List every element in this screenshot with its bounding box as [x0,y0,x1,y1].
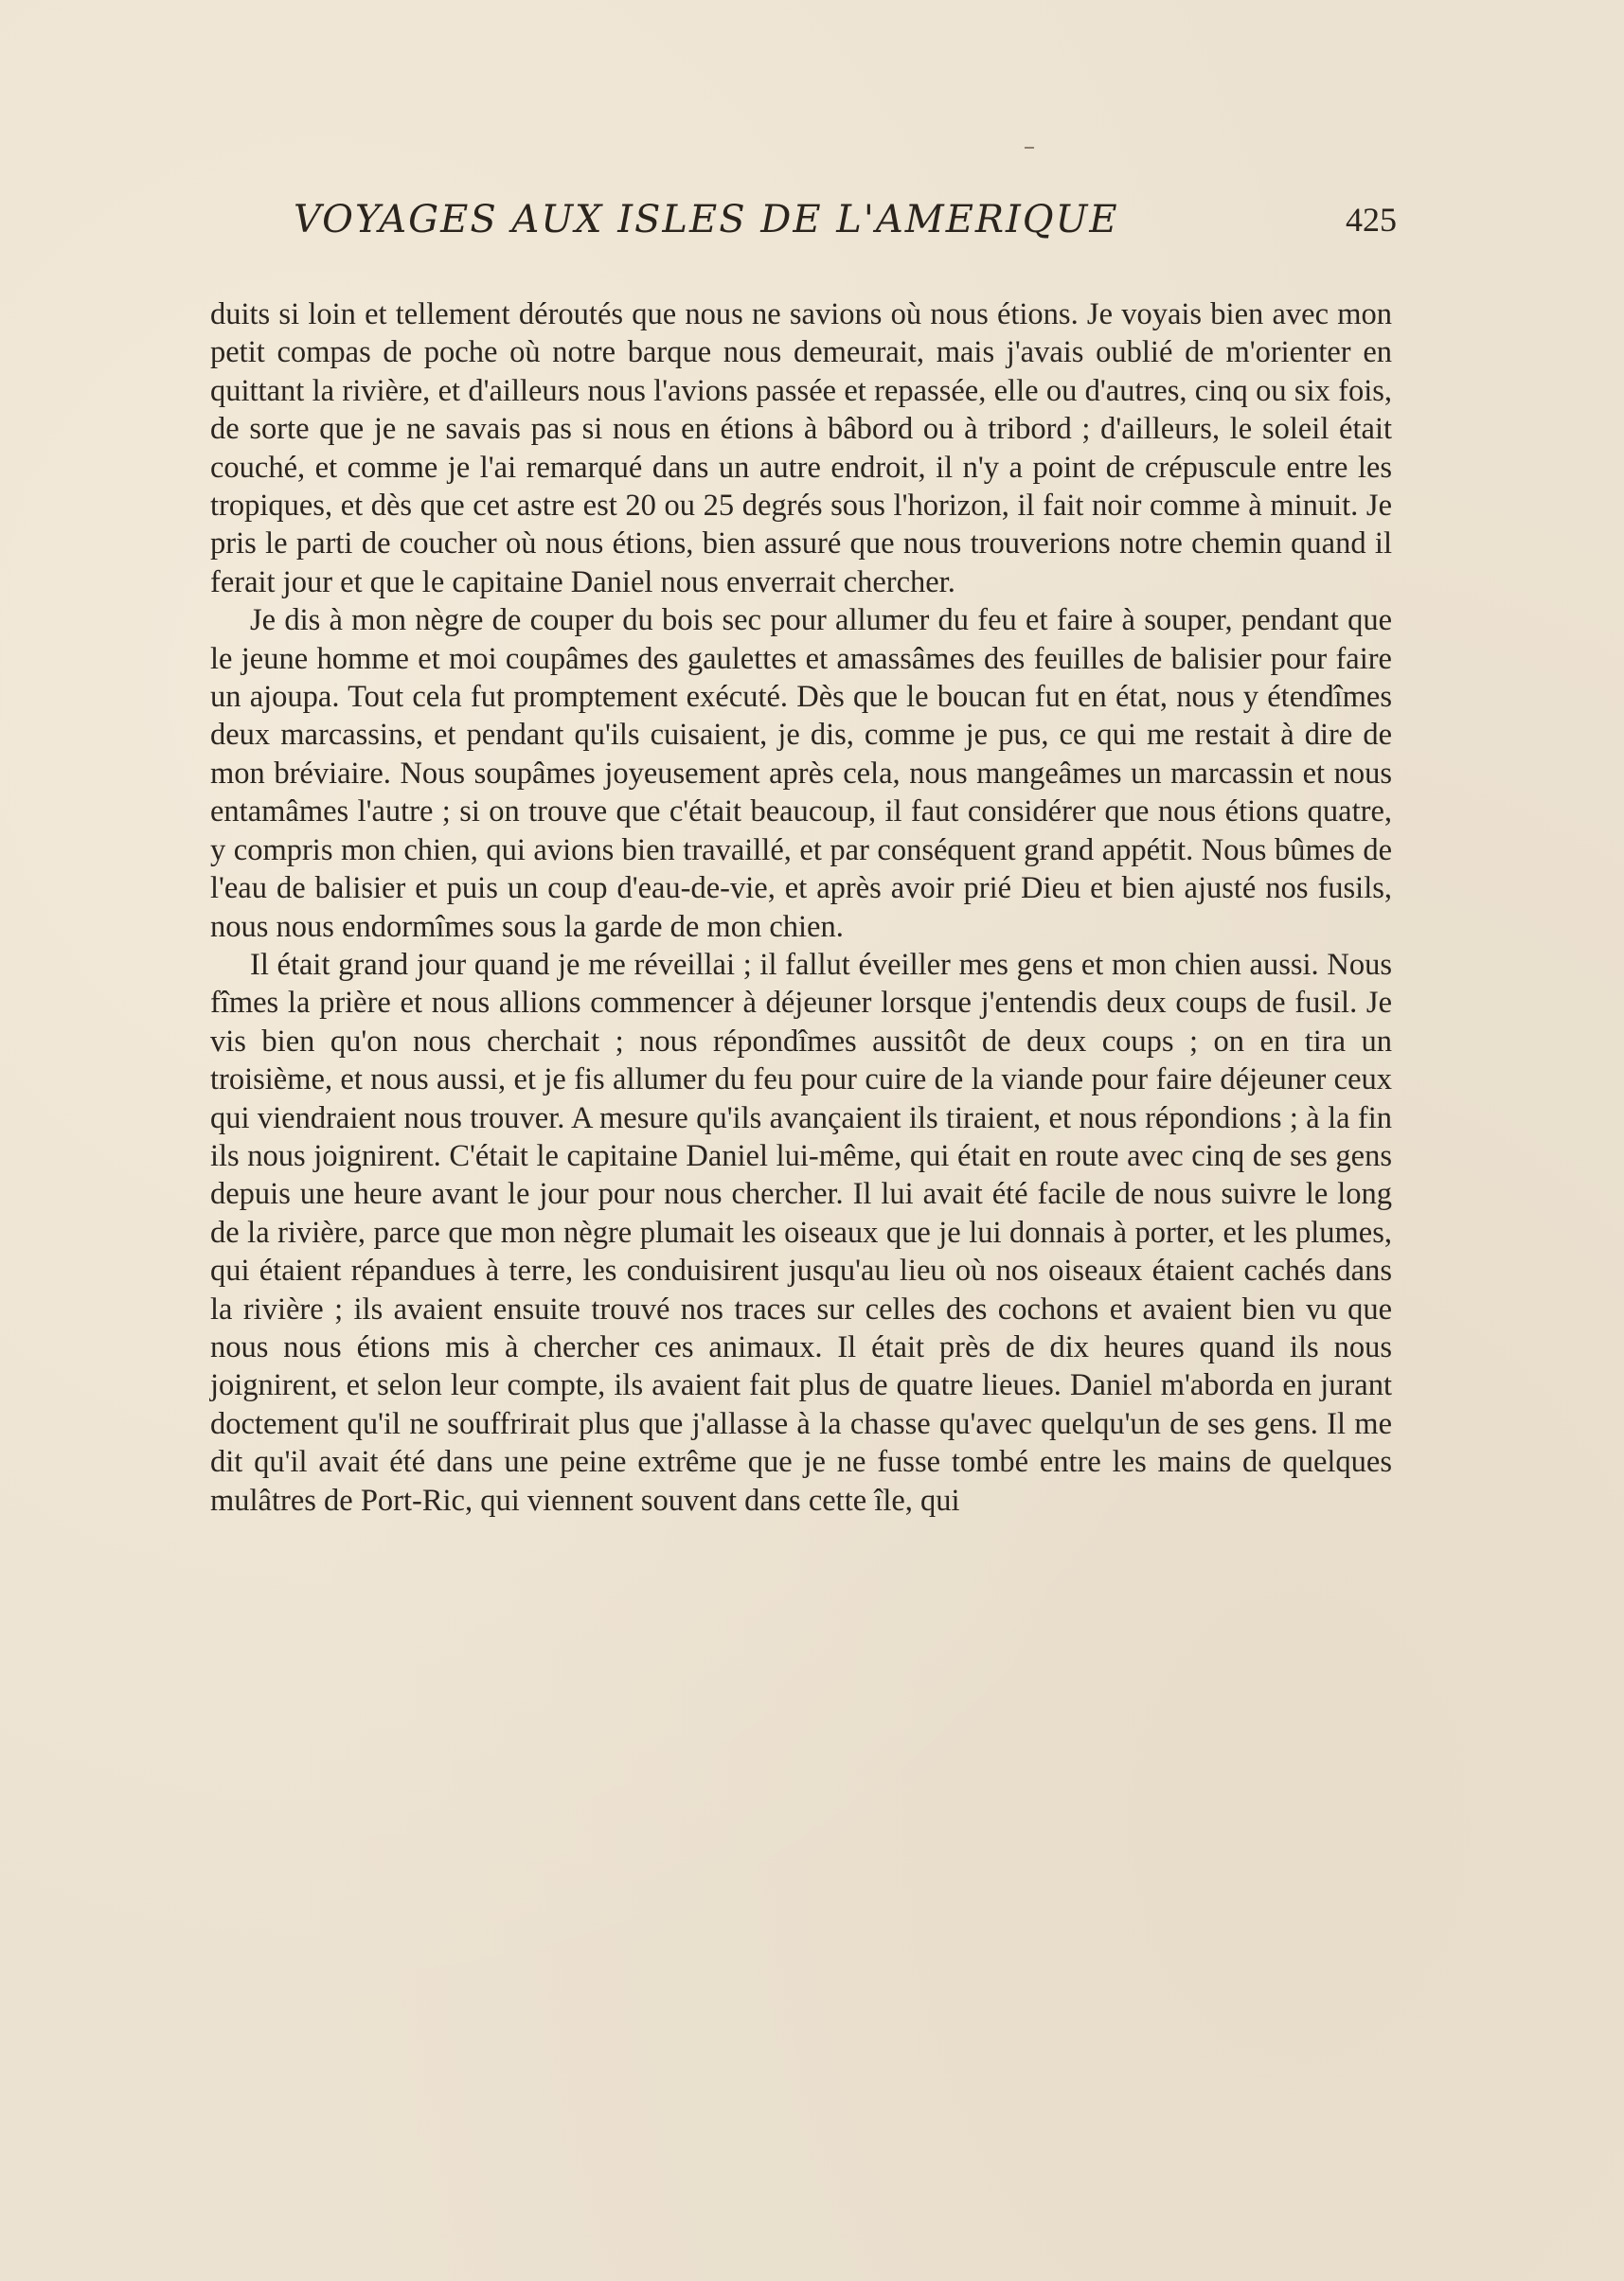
paragraph-3: Il était grand jour quand je me réveillai ; il fallut éveiller mes gens et mon chien aussi. Nous fîmes la prière et nous allions commencer à déjeuner lorsque j'entendis deux coups de fusil. Je vis bien qu'on nous cherchait ; nous répondîmes aussitôt de deux coups ; on en tira un troisième, et nous aussi, et je fis allumer du feu pour cuire de la viande pour faire déjeuner ceux qui viendraient nous trouver. A mesure qu'ils avançaient ils tiraient, et nous répondions ; à la fin ils nous joignirent. C'était le capitaine Daniel lui-même, qui était en route avec cinq de ses gens depuis une heure avant le jour pour nous chercher. Il lui avait été facile de nous suivre le long de la rivière, parce que mon nègre plumait les oiseaux que je lui donnais à porter, et les plumes, qui étaient répandues à terre, les conduisirent jusqu'au lieu où nos oiseaux étaient cachés dans la rivière ; ils avaient ensuite trouvé nos traces sur celles des cochons et avaient bien vu que nous nous étions mis à chercher ces animaux. Il était près de dix heures quand ils nous joignirent, et selon leur compte, ils avaient fait plus de quatre lieues. Daniel m'aborda en jurant doctement qu'il ne souffrirait plus que j'allasse à la chasse qu'avec quelqu'un de ses gens. Il me dit qu'il avait été dans une peine extrême que je ne fusse tombé entre les mains de quelques mulâtres de Port-Ric, qui viennent souvent dans cette île, qui [210,947,1392,1518]
paragraph-1: duits si loin et tellement déroutés que nous ne savions où nous étions. Je voyais bien avec mon petit compas de poche où notre barque nous demeurait, mais j'avais oublié de m'orienter en quittant la rivière, et d'ailleurs nous l'avions passée et repassée, elle ou d'autres, cinq ou six fois, de sorte que je ne savais pas si nous en étions à bâbord ou à tribord ; d'ailleurs, le soleil était couché, et comme je l'ai remarqué dans un autre endroit, il n'y a point de crépuscule entre les tropiques, et dès que cet astre est 20 ou 25 degrés sous l'horizon, il fait noir comme à minuit. Je pris le parti de coucher où nous étions, bien assuré que nous trouverions notre chemin quand il ferait jour et que le capitaine Daniel nous enverrait chercher. [210,297,1392,599]
running-head [294,198,1397,258]
running-title: VOYAGES AUX ISLES DE L'AMERIQUE [294,198,1119,241]
page-number: 425 [1346,201,1397,239]
ink-mark [1025,147,1034,149]
body-text [210,295,1392,1520]
paragraph-2: Je dis à mon nègre de couper du bois sec pour allumer du feu et faire à souper, pendant que le jeune homme et moi coupâmes des gaulettes et amassâmes des feuilles de balisier pour faire un ajoupa. Tout cela fut promptement exécuté. Dès que le boucan fut en état, nous y étendîmes deux marcassins, et pendant qu'ils cuisaient, je dis, comme je pus, ce qui me restait à dire de mon bréviaire. Nous soupâmes joyeusement après cela, nous mangeâmes un marcassin et nous entamâmes l'autre ; si on trouve que c'était beaucoup, il faut considérer que nous étions quatre, y compris mon chien, qui avions bien travaillé, et par conséquent grand appétit. Nous bûmes de l'eau de balisier et puis un coup d'eau-de-vie, et après avoir prié Dieu et bien ajusté nos fusils, nous nous endormîmes sous la garde de mon chien. [210,603,1392,944]
